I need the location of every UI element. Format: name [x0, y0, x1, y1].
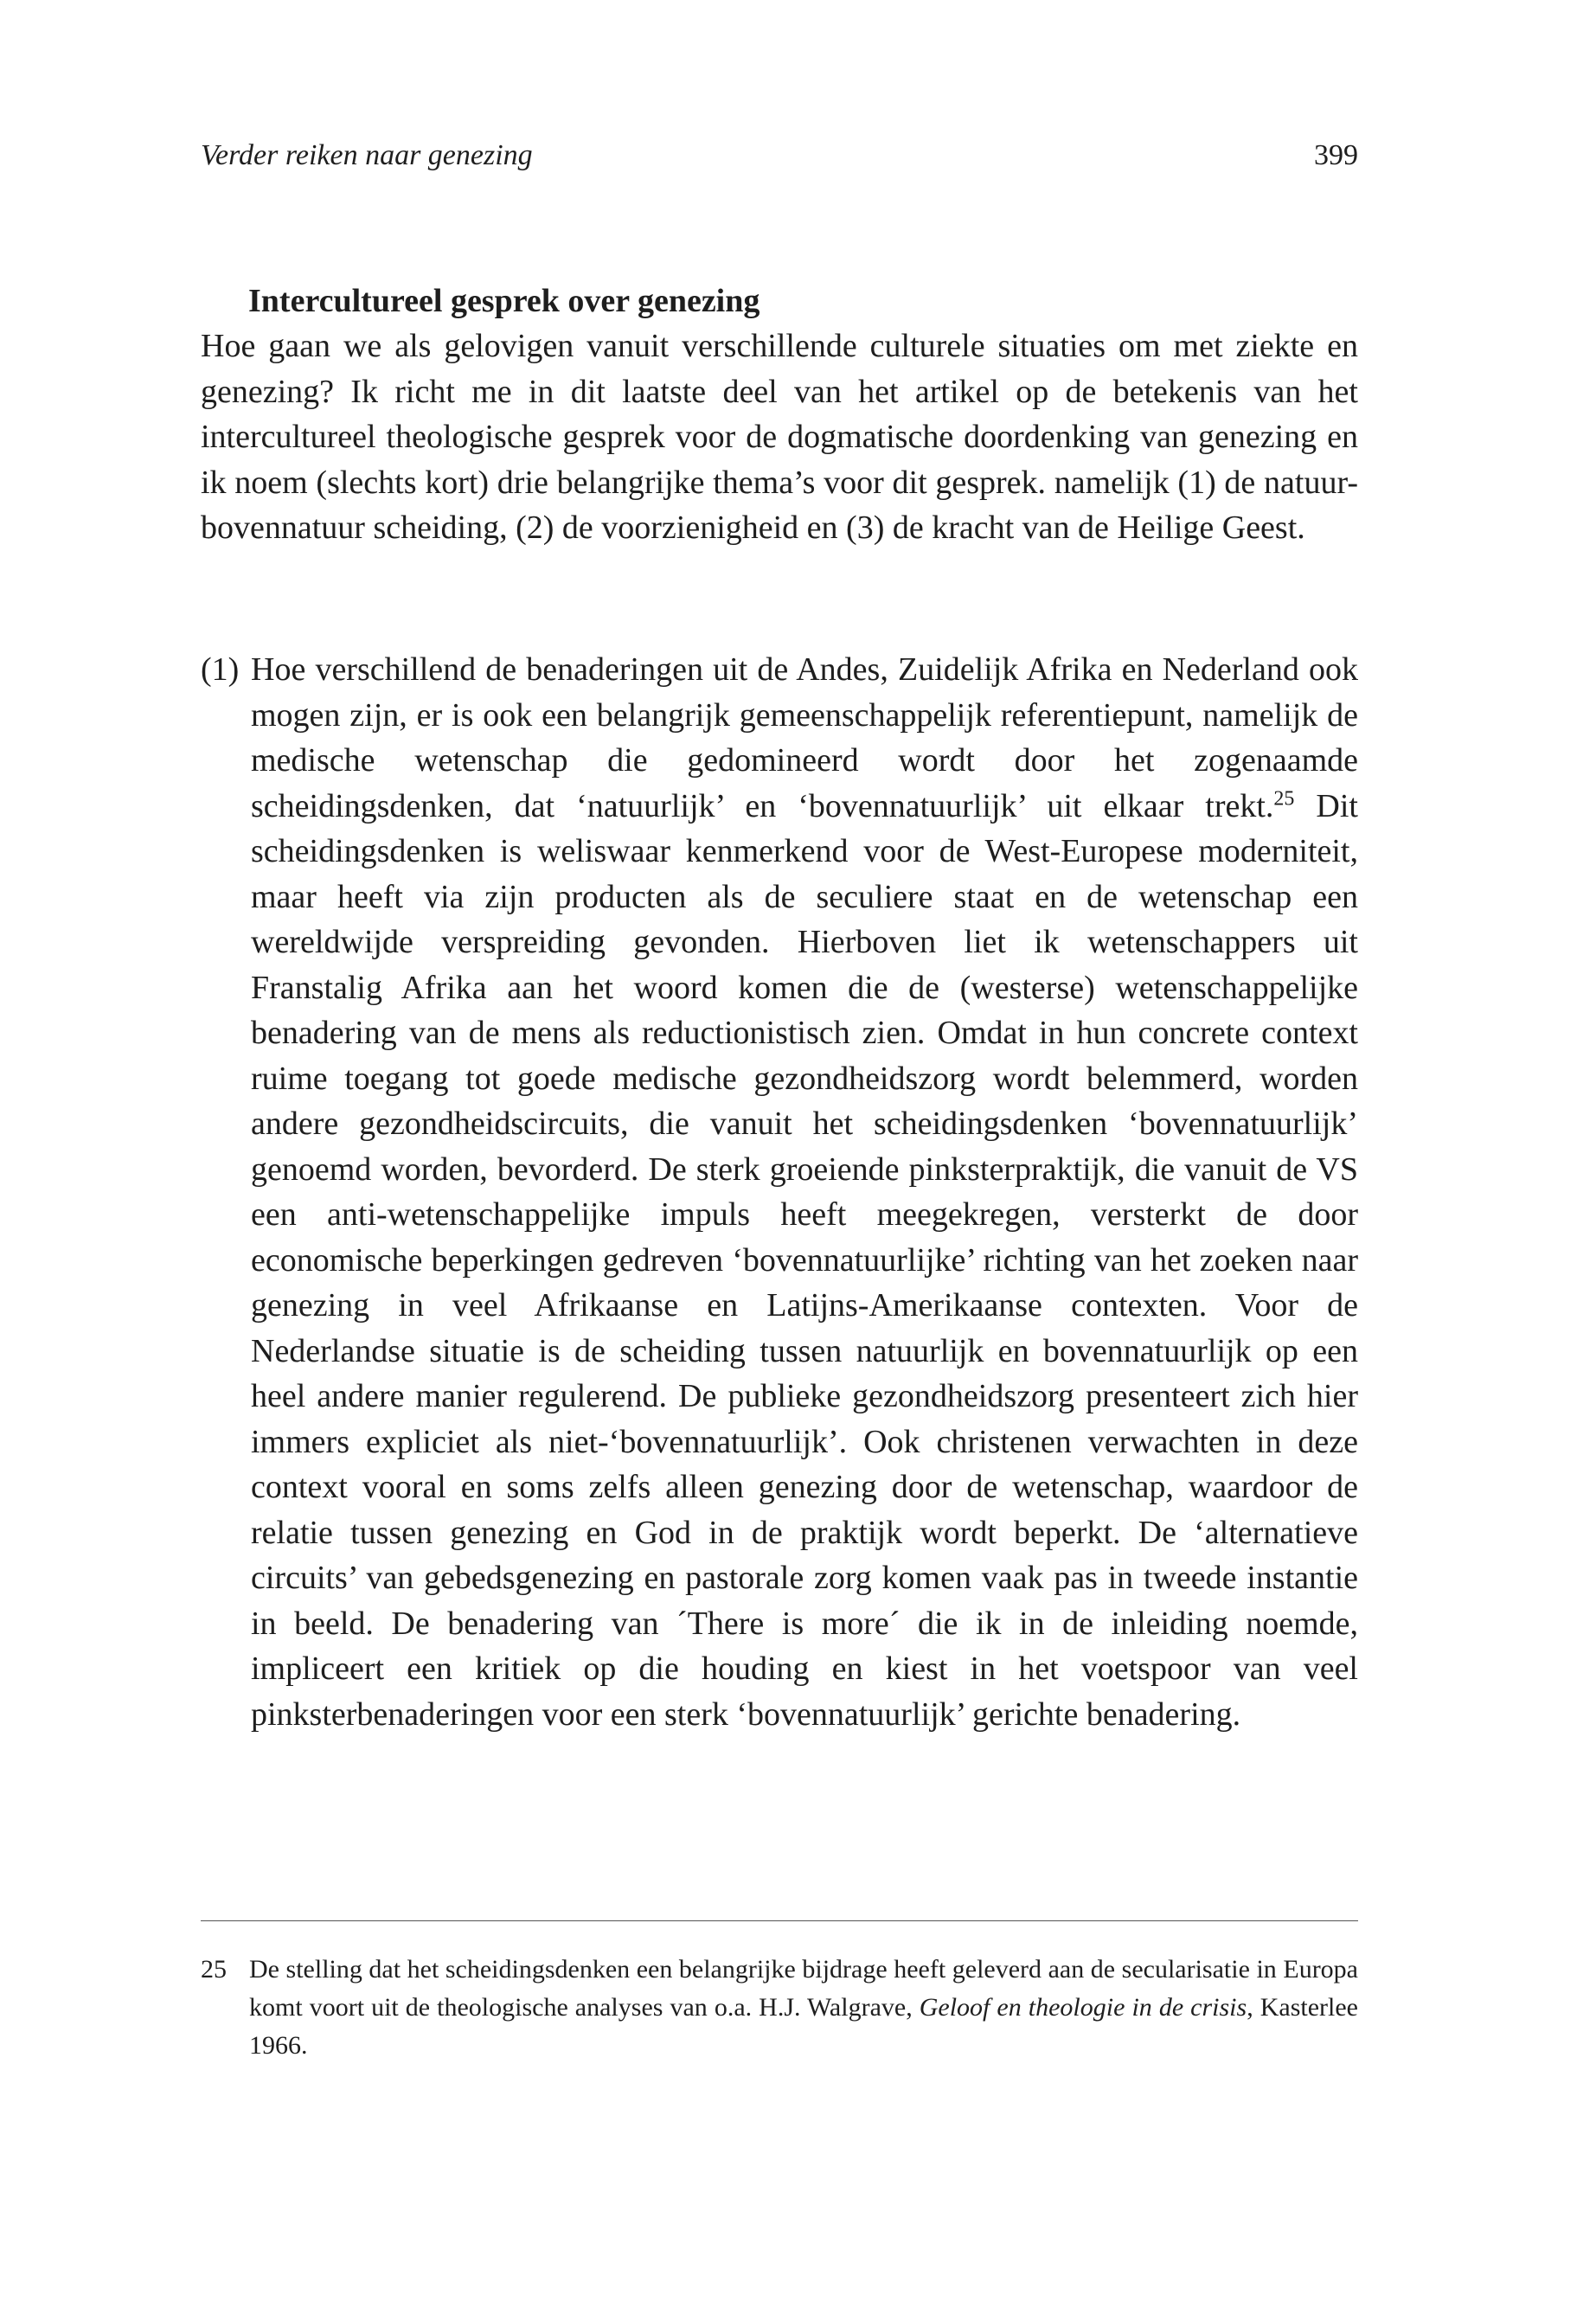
- list-text-before-note: Hoe verschillend de benaderingen uit de Andes, Zuidelijk Afrika en Nederland ook mogen zijn, er is ook een belangrijk gemeenschappelijk referentiepunt, namelijk de medische wetenschap die gedomineerd wordt door het zogenaamde scheidingsdenken, dat ‘natuurlijk’ en ‘bovennatuurlijk’ uit elkaar trekt.: [251, 651, 1358, 824]
- footnote-text-part2: , Kasterlee 1966.: [249, 1993, 1358, 2060]
- intro-paragraph: Hoe gaan we als gelovigen vanuit verschillende culturele situaties om met ziekte en genezing? Ik richt me in dit laatste deel van het artikel op de betekenis van het intercultureel theologische gesprek voor de dogmatische doordenking van genezing en ik noem (slechts kort) drie belangrijke thema’s voor dit gesprek. namelijk (1) de natuur-bovennatuur scheiding, (2) de voorzienigheid en (3) de kracht van de Heilige Geest.: [201, 328, 1358, 546]
- list-item-text: [251, 647, 1358, 1737]
- running-header: [201, 138, 1358, 173]
- footnote-text-part1: De stelling dat het scheidingsdenken een belangrijke bijdrage heeft geleverd aan de secularisatie in Europa komt voort uit de theologische analyses van o.a. H.J. Walgrave,: [249, 1955, 1358, 2022]
- footnote-divider: [201, 1920, 1358, 1921]
- footnote-text: [249, 1951, 1358, 2065]
- list-marker: (1): [201, 651, 240, 688]
- footnote-number: 25: [201, 1955, 227, 1984]
- footnote-reference[interactable]: 25: [1273, 786, 1295, 810]
- running-title: Verder reiken naar genezing: [201, 139, 533, 171]
- footnote: [201, 1951, 1358, 2065]
- page-number: 399: [1314, 139, 1358, 171]
- list-item: [201, 647, 1358, 1737]
- section-intercultural-dialogue: [201, 279, 1358, 551]
- footnotes: [201, 1951, 1358, 2065]
- footnote-book-title: Geloof en theologie in de crisis: [919, 1993, 1247, 2022]
- numbered-list: [201, 647, 1358, 1737]
- list-text-after-note: Dit scheidingsdenken is weliswaar kenmerkend voor de West-Europese moderniteit, maar heeft via zijn producten als de seculiere staat en de wetenschap een wereldwijde verspreiding gevonden. Hierboven liet ik wetenschappers uit Franstalig Afrika aan het woord komen die de (westerse) wetenschappelijke benadering van de mens als reductionistisch zien. Omdat in hun concrete context ruime toegang tot goede medische gezondheidszorg wordt belemmerd, worden andere gezondheidscircuits, die vanuit het scheidingsdenken ‘bovennatuurlijk’ genoemd worden, bevorderd. De sterk groeiende pinksterpraktijk, die vanuit de VS een anti-wetenschappelijke impuls heeft meegekregen, versterkt de door economische beperkingen gedreven ‘bovennatuurlijke’ richting van het zoeken naar genezing in veel Afrikaanse en Latijns-Amerikaanse contexten. Voor de Nederlandse situatie is de scheiding tussen natuurlijk en bovennatuurlijk op een heel andere manier regulerend. De publieke gezondheidszorg presenteert zich hier immers expliciet als niet-‘bovennatuurlijk’. Ook christenen verwachten in deze context vooral en soms zelfs alleen genezing door de wetenschap, waardoor de relatie tussen genezing en God in de praktijk wordt beperkt. De ‘alternatieve circuits’ van gebedsgenezing en pastorale zorg komen vaak pas in tweede instantie in beeld. De benadering van ´There is more´ die ik in de inleiding noemde, impliceert een kritiek op die houding en kiest in het voetspoor van veel pinksterbenaderingen voor een sterk ‘bovennatuurlijk’ gerichte benadering.: [251, 787, 1358, 1733]
- section-heading: Intercultureel gesprek over genezing: [248, 283, 760, 319]
